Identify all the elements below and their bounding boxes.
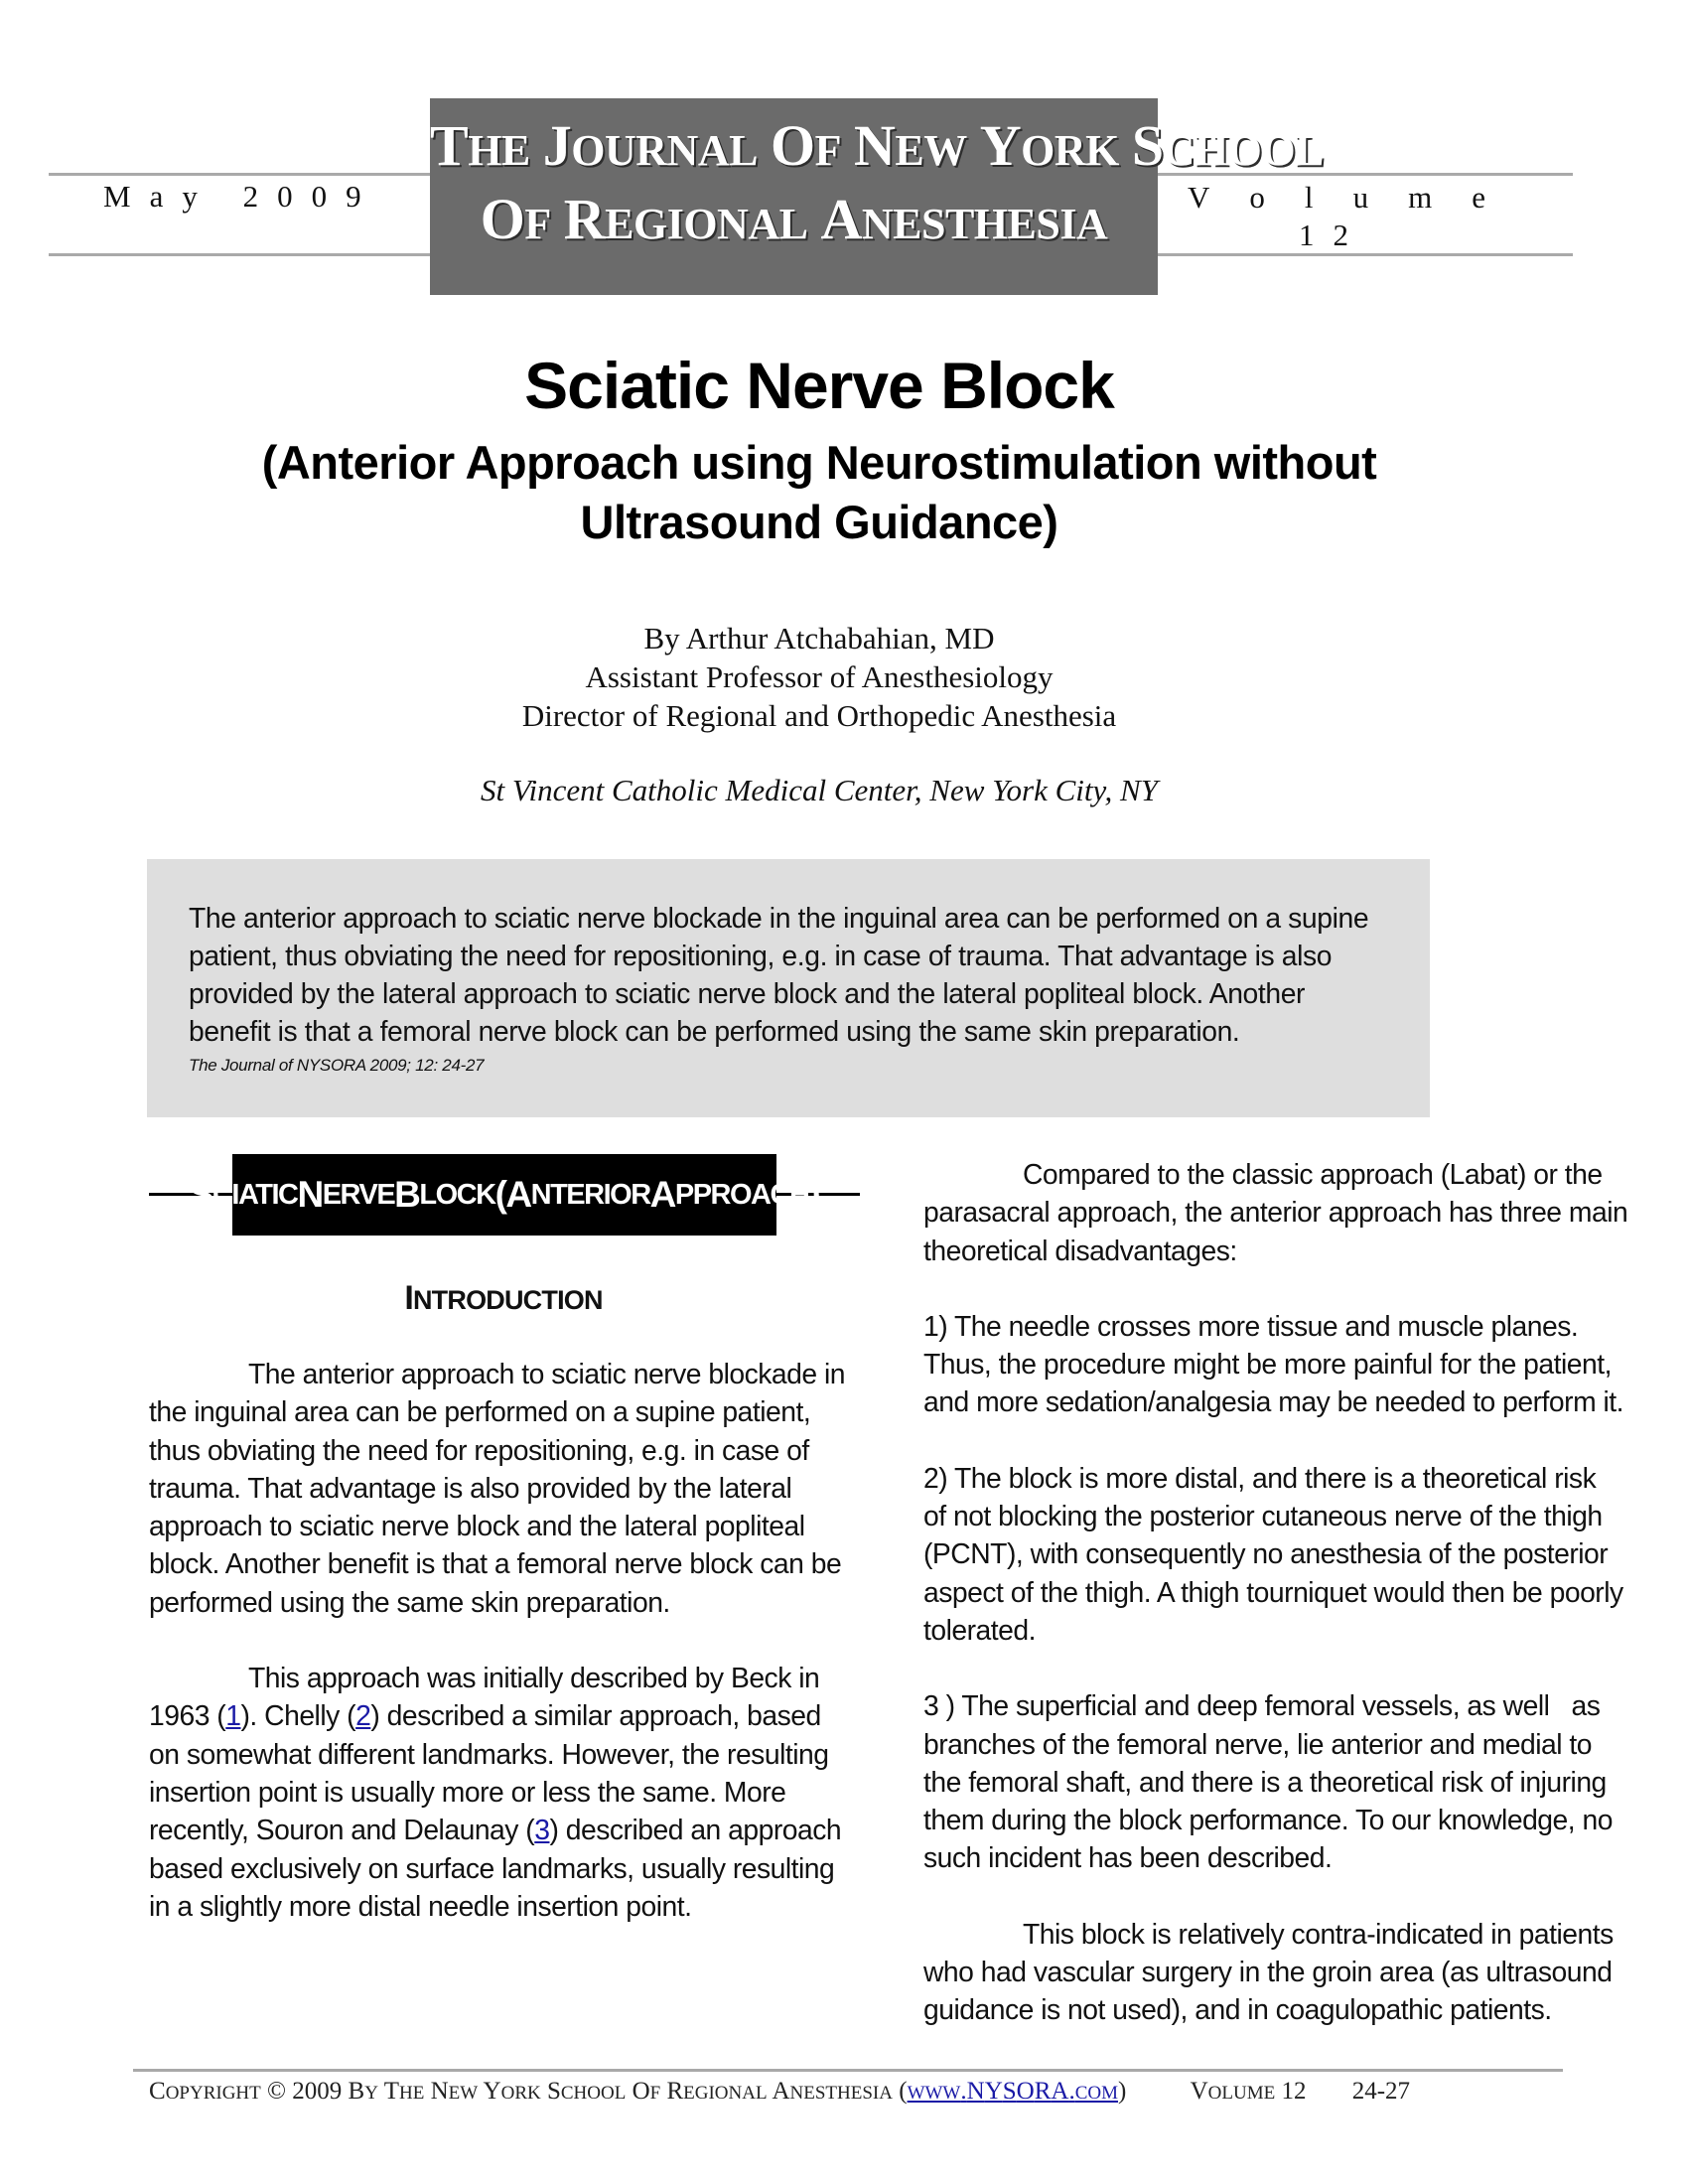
text-line: aspect of the thigh. A thigh tourniquet would then be poorly <box>923 1575 1623 1608</box>
text-line: in a slightly more distal needle insertion point. <box>149 1889 692 1922</box>
volume-letter: m <box>1408 180 1433 215</box>
text-line: on somewhat different landmarks. However, the resulting <box>149 1737 829 1770</box>
abstract-citation: The Journal of NYSORA 2009; 12: 24-27 <box>189 1056 485 1075</box>
journal-title-line-1: THE JOURNAL OF NEW YORK SCHOOL <box>430 113 1324 178</box>
text-line: approach to sciatic nerve block and the lateral popliteal <box>149 1510 805 1542</box>
text-line: who had vascular surgery in the groin area (as ultrasound <box>923 1956 1613 1988</box>
text-line: performed using the same skin preparation. <box>149 1585 670 1618</box>
text-line: 2) The block is more distal, and there is a theoretical risk <box>923 1461 1597 1494</box>
section-subheading: INTRODUCTION <box>404 1279 603 1317</box>
journal-masthead <box>430 98 1324 295</box>
text-line: This approach was initially described by Beck in <box>248 1662 820 1694</box>
volume-letter: V <box>1188 180 1210 215</box>
text-line: block. Another benefit is that a femoral nerve block can be <box>149 1547 842 1580</box>
masthead-top-rule <box>49 173 430 176</box>
footer-copyright: COPYRIGHT © 2009 BY THE NEW YORK SCHOOL OF REGIONAL ANESTHESIA ( <box>149 2078 908 2105</box>
text-fragment: ). Chelly ( <box>240 1699 356 1732</box>
section-heading: S CIATIC N ERVE B LOCK ( A NTERIOR A PPROACH ) <box>232 1154 776 1236</box>
text-line: branches of the femoral nerve, lie anterior and medial to <box>923 1727 1593 1760</box>
history-paragraph <box>149 1659 864 1925</box>
text-fragment: recently, Souron and Delaunay ( <box>149 1814 535 1846</box>
text-line: 3 ) The superficial and deep femoral vessels, as well as <box>923 1689 1601 1722</box>
left-column <box>149 1355 864 1925</box>
author-director: Director of Regional and Orthopedic Anesthesia <box>521 698 1117 733</box>
page-footer <box>149 2078 1559 2106</box>
disadvantage-1 <box>923 1307 1638 1421</box>
volume-letter: u <box>1352 180 1369 215</box>
text-line: trauma. That advantage is also provided by the lateral <box>149 1471 792 1504</box>
footer-website-link[interactable]: WWW.NYSORA.COM <box>907 2078 1119 2105</box>
text-line: (PCNT), with consequently no anesthesia of the posterior <box>923 1537 1609 1570</box>
text-fragment: ) described an approach <box>549 1814 842 1846</box>
abstract-line: provided by the lateral approach to sciatic nerve block and the lateral popliteal block. Another <box>189 977 1306 1009</box>
article-title: Sciatic Nerve Block <box>524 349 1114 422</box>
reference-link-2[interactable]: 2 <box>355 1699 371 1732</box>
issue-volume <box>1188 179 1485 254</box>
text-line: guidance is not used), and in coagulopathic patients. <box>923 1993 1552 2026</box>
right-column <box>923 1155 1638 2029</box>
footer-rule <box>133 2069 1563 2072</box>
issue-date: May 2009 <box>103 179 380 214</box>
text-fragment: ) described a similar approach, based <box>370 1699 821 1732</box>
text-line: the inguinal area can be performed on a supine patient, <box>149 1395 811 1428</box>
article-subtitle <box>0 433 1638 552</box>
author-affiliation: St Vincent Catholic Medical Center, New York City, NY <box>481 773 1158 807</box>
text-line: Compared to the classic approach (Labat) or the <box>1023 1158 1603 1190</box>
abstract-text <box>189 899 1395 1050</box>
text-line: parasacral approach, the anterior approach has three main <box>923 1196 1628 1229</box>
text-line: of not blocking the posterior cutaneous nerve of the thigh <box>923 1500 1603 1532</box>
volume-number: 12 <box>1299 218 1367 252</box>
text-line: 1) The needle crosses more tissue and muscle planes. <box>923 1309 1579 1342</box>
reference-link-1[interactable]: 1 <box>225 1699 241 1732</box>
abstract-line: patient, thus obviating the need for repositioning, e.g. in case of trauma. That advantage is also <box>189 940 1333 971</box>
text-line: such incident has been described. <box>923 1841 1333 1874</box>
subtitle-line-1: (Anterior Approach using Neurostimulation without <box>261 436 1377 489</box>
text-line: insertion point is usually more or less the same. More <box>149 1775 786 1808</box>
footer-pages: 24-27 <box>1351 2078 1411 2105</box>
abstract-line: benefit is that a femoral nerve block can be performed using the same skin preparation. <box>189 1015 1240 1047</box>
text-line: This block is relatively contra-indicated in patients <box>1023 1917 1614 1950</box>
masthead-bottom-rule <box>49 253 430 256</box>
journal-title-line-2: OF REGIONAL ANESTHESIA <box>480 187 1108 251</box>
text-line: based exclusively on surface landmarks, usually resulting <box>149 1851 835 1884</box>
text-fragment: 1963 ( <box>149 1699 226 1732</box>
text-line: The anterior approach to sciatic nerve blockade in <box>248 1358 846 1389</box>
text-line: Thus, the procedure might be more painful for the patient, <box>923 1348 1612 1381</box>
volume-letter: o <box>1249 180 1265 215</box>
volume-word <box>1188 179 1485 217</box>
author-name: By Arthur Atchabahian, MD <box>643 621 995 655</box>
abstract-box <box>147 859 1430 1117</box>
comparison-paragraph <box>923 1155 1638 1269</box>
disadvantage-3 <box>923 1686 1638 1876</box>
footer-volume: VOLUME 12 <box>1190 2078 1307 2105</box>
text-line: them during the block performance. To our knowledge, no <box>923 1804 1613 1836</box>
footer-paren: ) <box>1118 2078 1127 2105</box>
text-line: thus obviating the need for repositioning, e.g. in case of <box>149 1433 809 1466</box>
author-block <box>0 619 1638 735</box>
intro-paragraph <box>149 1355 864 1621</box>
disadvantage-2 <box>923 1459 1638 1649</box>
text-line: and more sedation/analgesia may be needed to perform it. <box>923 1385 1624 1418</box>
subtitle-line-2: Ultrasound Guidance) <box>580 496 1058 548</box>
abstract-line: The anterior approach to sciatic nerve blockade in the inguinal area can be performed on a supine <box>189 902 1369 934</box>
author-position: Assistant Professor of Anesthesiology <box>585 659 1054 694</box>
volume-letter: l <box>1304 180 1314 215</box>
text-line: theoretical disadvantages: <box>923 1234 1237 1266</box>
contraindication-paragraph <box>923 1915 1638 2029</box>
volume-letter: e <box>1472 180 1485 215</box>
reference-link-3[interactable]: 3 <box>534 1814 550 1846</box>
text-line: the femoral shaft, and there is a theoretical risk of injuring <box>923 1765 1607 1798</box>
text-line: tolerated. <box>923 1613 1036 1646</box>
